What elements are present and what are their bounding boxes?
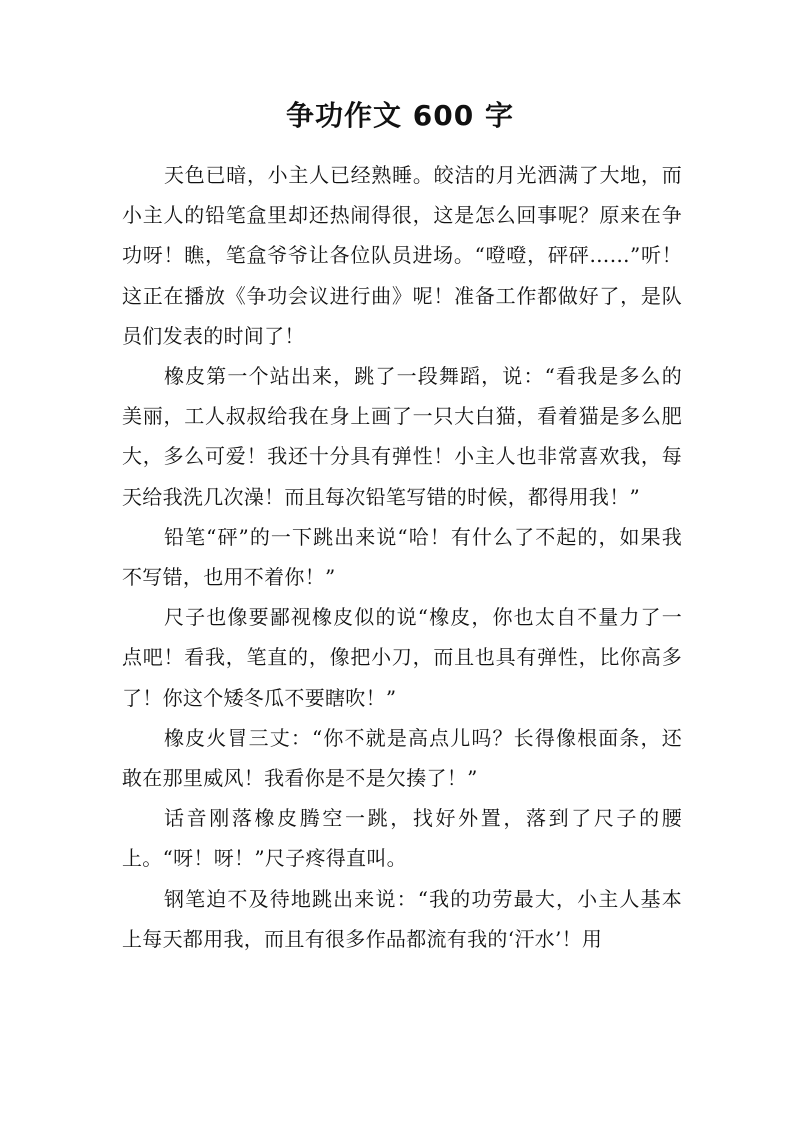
document-title: 争功作文 600 字 <box>286 99 514 132</box>
paragraph-4: 尺子也像要鄙视橡皮似的说“橡皮，你也太自不量力了一点吧！看我，笔直的，像把小刀，而且也具有弹性，比你高多了！你这个矮冬瓜不要瞎吹！” <box>122 605 682 710</box>
paragraph-6: 话音刚落橡皮腾空一跳，找好外置，落到了尺子的腰上。“呀！呀！”尺子疼得直叫。 <box>122 806 682 871</box>
paragraph-3: 铅笔“砰”的一下跳出来说“哈！有什么了不起的，如果我不写错，也用不着你！” <box>122 524 682 590</box>
paragraph-7: 钢笔迫不及待地跳出来说：“我的功劳最大，小主人基本上每天都用我，而且有很多作品都流有我的‘汗水’！用 <box>122 886 682 951</box>
paragraph-2: 橡皮第一个站出来，跳了一段舞蹈，说：“看我是多么的美丽，工人叔叔给我在身上画了一只大白猫，看着猫是多么肥大，多么可爱！我还十分具有弹性！小主人也非常喜欢我，每天给我洗几次澡！而且每次铅笔写错的时候，都得用我！” <box>122 364 682 509</box>
document-body <box>122 155 682 959</box>
paragraph-1: 天色已暗，小主人已经熟睡。皎洁的月光洒满了大地，而小主人的铅笔盒里却还热闹得很，这是怎么回事呢？原来在争功呀！瞧，笔盒爷爷让各位队员进场。“噔噔，砰砰……”听！这正在播放《争功会议进行曲》呢！准备工作都做好了，是队员们发表的时间了！ <box>122 163 682 348</box>
paragraph-5: 橡皮火冒三丈：“你不就是高点儿吗？长得像根面条，还敢在那里威风！我看你是不是欠揍了！” <box>122 725 682 791</box>
